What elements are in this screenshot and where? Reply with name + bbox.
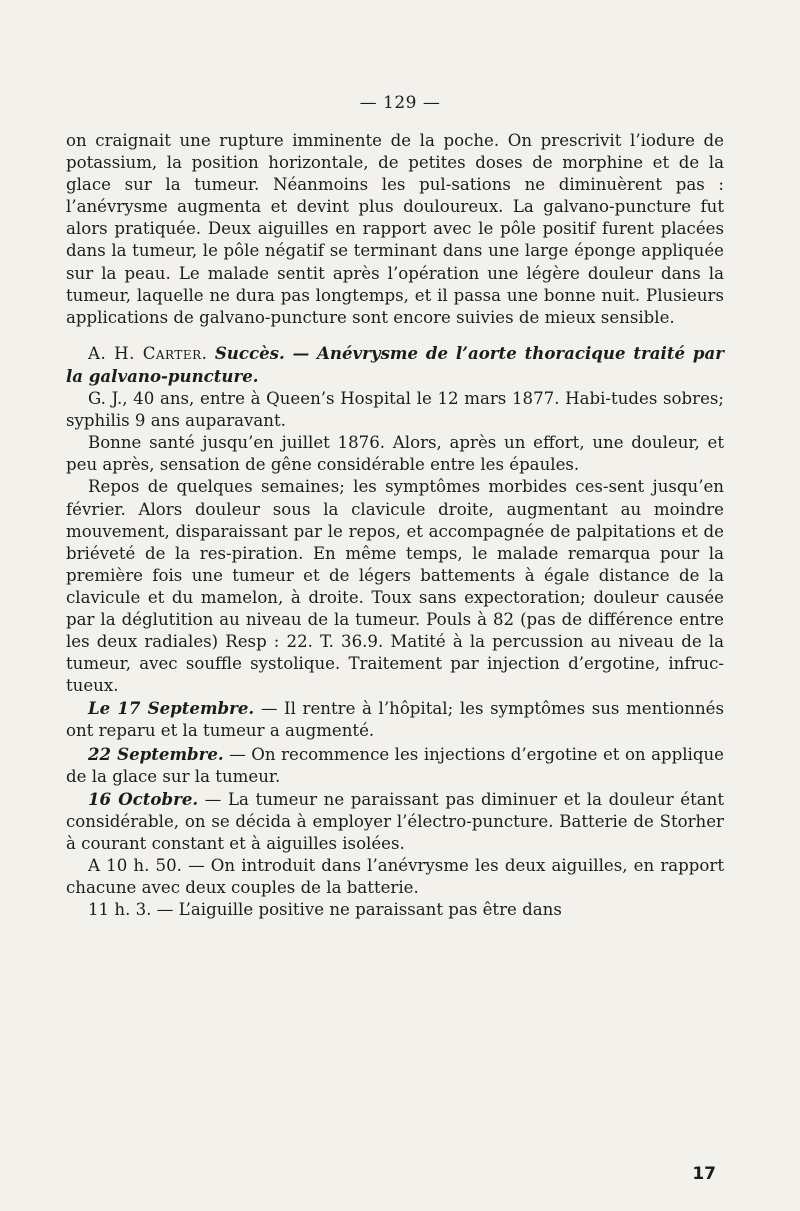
date-lead: 16 Octobre.	[88, 788, 199, 809]
date-lead: Le 17 Septembre.	[88, 698, 255, 719]
date-text: — Il rentre à l’hôpital; les symptômes sus mentionnés ont reparu et la tumeur a augmenté.	[66, 699, 724, 741]
paragraph-16-october	[66, 788, 724, 855]
date-text: — On recommence les injections d’ergotine et on applique de la glace sur la tumeur.	[66, 744, 724, 786]
page-number: — 129 —	[359, 93, 441, 113]
case-title: Succès. — Anévrysme de l’aorte thoracique traité par la galvano-puncture.	[66, 342, 724, 386]
paragraph-continuation: on craignait une rupture imminente de la poche. On prescrivit l’iodure de potassium, la position horizontale, de petites doses de morphine et de la glace sur la tumeur. Néanmoins les pul-sations ne diminuèrent pas : l’anévrysme augmenta et devint plus douloureux. La galvano-puncture fut alors pratiquée. Deux aiguilles en rapport avec le pôle positif furent placées dans la tumeur, le pôle négatif se terminant dans une large éponge appliquée sur la peau. Le malade sentit après l’opération une légère douleur dans la tumeur, laquelle ne dura pas longtemps, et il passa une bonne nuit. Plusieurs applications de galvano-puncture sont encore suivies de mieux sensible.	[66, 131, 724, 327]
date-lead: 22 Septembre.	[88, 743, 224, 764]
paragraph-10h50: A 10 h. 50. — On introduit dans l’anévrysme les deux aiguilles, en rapport chacune avec deux couples de la batterie.	[66, 856, 724, 898]
paragraph-patient-intro: G. J., 40 ans, entre à Queen’s Hospital le 12 mars 1877. Habi-tudes sobres; syphilis 9 ans auparavant.	[66, 389, 724, 431]
case-heading	[66, 342, 724, 388]
case-author: A. H. Carter.	[88, 343, 208, 363]
paragraph-17-september	[66, 697, 724, 742]
paragraph-22-september	[66, 743, 724, 788]
paragraph-symptoms: Repos de quelques semaines; les symptômes morbides ces-sent jusqu’en février. Alors douleur sous la clavicule droite, augmentant au moindre mouvement, disparaissant par le repos, et accompagnée de palpitations et de briéveté de la res-piration. En même temps, le malade remarqua pour la première fois une tumeur et de légers battements à égale distance de la clavicule et du mamelon, à droite. Toux sans expectoration; douleur causée par la déglutition au niveau de la tumeur. Pouls à 82 (pas de différence entre les deux radiales) Resp : 22. T. 36.9. Matité à la percussion au niveau de la tumeur, avec souffle systolique. Traitement par injection d’ergotine, infruc-tueux.	[66, 477, 724, 696]
body-text	[66, 130, 724, 921]
signature-mark: 17	[692, 1164, 716, 1184]
date-text: — La tumeur ne paraissant pas diminuer et la douleur étant considérable, on se décida à employer l’électro-puncture. Batterie de Storher à courant constant et à aiguilles isolées.	[66, 789, 725, 853]
paragraph-history: Bonne santé jusqu’en juillet 1876. Alors, après un effort, une douleur, et peu après, sensation de gêne considérable entre les épaules.	[66, 433, 724, 475]
paragraph-11h3: 11 h. 3. — L’aiguille positive ne paraissant pas être dans	[88, 900, 562, 920]
